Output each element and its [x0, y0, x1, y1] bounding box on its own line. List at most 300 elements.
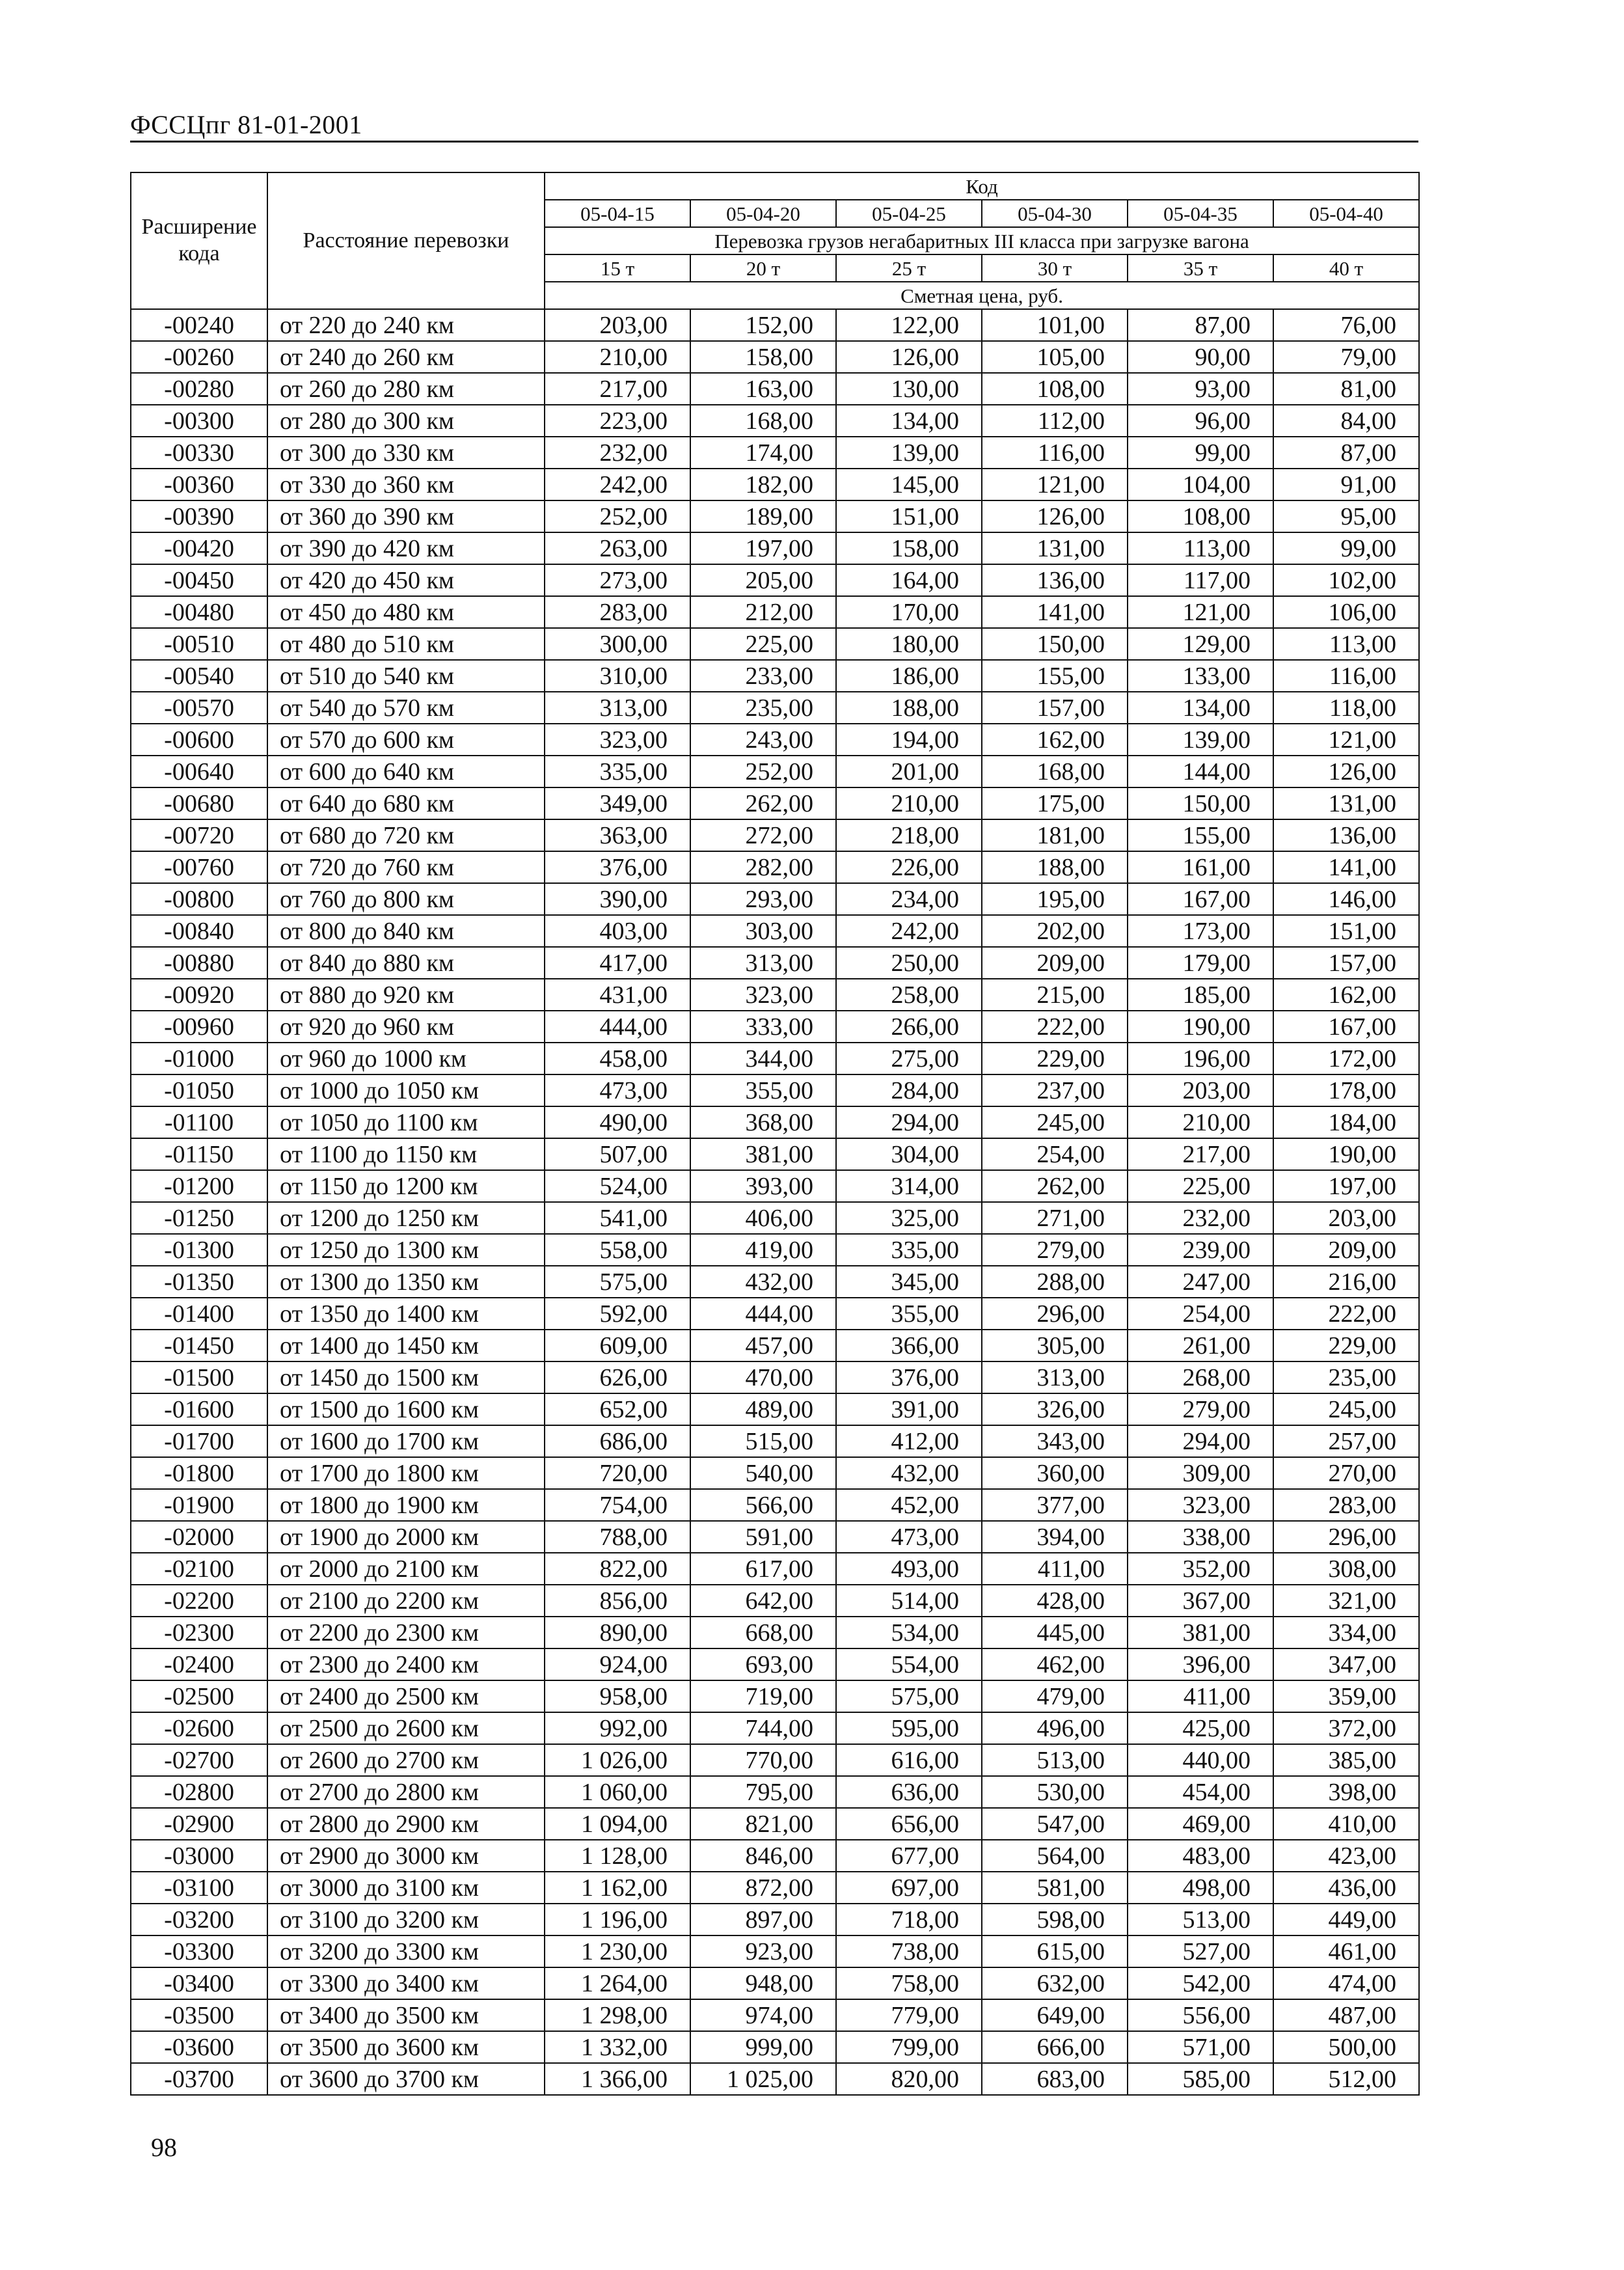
price-cell: 262,00	[982, 1170, 1128, 1202]
price-cell: 87,00	[1273, 437, 1419, 469]
table-row	[131, 1425, 1419, 1457]
price-cell: 271,00	[982, 1202, 1128, 1234]
price-cell: 313,00	[982, 1361, 1128, 1393]
distance-cell: от 1000 до 1050 км	[267, 1074, 545, 1106]
ext-code-cell: -02000	[131, 1521, 267, 1553]
table-row	[131, 1617, 1419, 1648]
price-cell: 99,00	[1273, 532, 1419, 564]
load-header: 40 т	[1273, 254, 1419, 282]
price-cell: 313,00	[545, 692, 690, 724]
ext-code-cell: -02400	[131, 1648, 267, 1680]
price-cell: 575,00	[836, 1680, 982, 1712]
table-row	[131, 1170, 1419, 1202]
price-cell: 368,00	[690, 1106, 836, 1138]
price-cell: 197,00	[1273, 1170, 1419, 1202]
price-cell: 779,00	[836, 1999, 982, 2031]
price-cell: 158,00	[690, 341, 836, 373]
price-cell: 718,00	[836, 1904, 982, 1935]
price-cell: 513,00	[1128, 1904, 1273, 1935]
price-cell: 172,00	[1273, 1043, 1419, 1074]
table-row	[131, 1744, 1419, 1776]
table-row	[131, 724, 1419, 756]
price-cell: 376,00	[836, 1361, 982, 1393]
price-cell: 385,00	[1273, 1744, 1419, 1776]
price-cell: 924,00	[545, 1648, 690, 1680]
price-cell: 343,00	[982, 1425, 1128, 1457]
price-cell: 263,00	[545, 532, 690, 564]
price-cell: 216,00	[1273, 1266, 1419, 1298]
code-header: 05-04-40	[1273, 200, 1419, 227]
price-cell: 202,00	[982, 915, 1128, 947]
price-cell: 363,00	[545, 819, 690, 851]
table-row	[131, 1648, 1419, 1680]
price-cell: 999,00	[690, 2031, 836, 2063]
price-cell: 237,00	[982, 1074, 1128, 1106]
price-cell: 254,00	[1128, 1298, 1273, 1330]
price-cell: 122,00	[836, 309, 982, 341]
code-group-header: Код	[545, 172, 1419, 200]
price-cell: 367,00	[1128, 1585, 1273, 1617]
price-cell: 233,00	[690, 660, 836, 692]
ext-code-cell: -02500	[131, 1680, 267, 1712]
price-cell: 431,00	[545, 979, 690, 1011]
distance-cell: от 2200 до 2300 км	[267, 1617, 545, 1648]
price-cell: 376,00	[545, 851, 690, 883]
price-cell: 101,00	[982, 309, 1128, 341]
price-cell: 1 094,00	[545, 1808, 690, 1840]
distance-cell: от 570 до 600 км	[267, 724, 545, 756]
table-body	[131, 309, 1419, 2095]
price-cell: 846,00	[690, 1840, 836, 1872]
price-cell: 222,00	[1273, 1298, 1419, 1330]
load-header: 20 т	[690, 254, 836, 282]
distance-cell: от 2500 до 2600 км	[267, 1712, 545, 1744]
price-cell: 164,00	[836, 564, 982, 596]
price-cell: 268,00	[1128, 1361, 1273, 1393]
price-cell: 591,00	[690, 1521, 836, 1553]
distance-cell: от 2100 до 2200 км	[267, 1585, 545, 1617]
distance-cell: от 510 до 540 км	[267, 660, 545, 692]
ext-code-cell: -01300	[131, 1234, 267, 1266]
price-cell: 372,00	[1273, 1712, 1419, 1744]
distance-cell: от 1200 до 1250 км	[267, 1202, 545, 1234]
price-cell: 131,00	[982, 532, 1128, 564]
ext-code-cell: -03500	[131, 1999, 267, 2031]
price-cell: 158,00	[836, 532, 982, 564]
price-cell: 1 298,00	[545, 1999, 690, 2031]
price-cell: 226,00	[836, 851, 982, 883]
price-cell: 425,00	[1128, 1712, 1273, 1744]
price-cell: 93,00	[1128, 373, 1273, 405]
price-cell: 234,00	[836, 883, 982, 915]
price-cell: 493,00	[836, 1553, 982, 1585]
price-cell: 394,00	[982, 1521, 1128, 1553]
table-row	[131, 1808, 1419, 1840]
price-cell: 344,00	[690, 1043, 836, 1074]
price-cell: 325,00	[836, 1202, 982, 1234]
price-cell: 585,00	[1128, 2063, 1273, 2095]
price-cell: 288,00	[982, 1266, 1128, 1298]
price-cell: 252,00	[545, 500, 690, 532]
price-cell: 534,00	[836, 1617, 982, 1648]
price-cell: 411,00	[982, 1553, 1128, 1585]
table-row	[131, 851, 1419, 883]
distance-cell: от 1450 до 1500 км	[267, 1361, 545, 1393]
table-row	[131, 437, 1419, 469]
distance-cell: от 1500 до 1600 км	[267, 1393, 545, 1425]
price-cell: 99,00	[1128, 437, 1273, 469]
table-row	[131, 596, 1419, 628]
price-cell: 223,00	[545, 405, 690, 437]
price-cell: 247,00	[1128, 1266, 1273, 1298]
price-cell: 444,00	[545, 1011, 690, 1043]
price-cell: 440,00	[1128, 1744, 1273, 1776]
ext-code-cell: -00450	[131, 564, 267, 596]
price-cell: 309,00	[1128, 1457, 1273, 1489]
price-cell: 323,00	[1128, 1489, 1273, 1521]
price-cell: 190,00	[1273, 1138, 1419, 1170]
price-cell: 250,00	[836, 947, 982, 979]
price-cell: 542,00	[1128, 1967, 1273, 1999]
ext-code-cell: -02300	[131, 1617, 267, 1648]
ext-code-cell: -02800	[131, 1776, 267, 1808]
price-cell: 642,00	[690, 1585, 836, 1617]
table-row	[131, 309, 1419, 341]
price-cell: 174,00	[690, 437, 836, 469]
price-cell: 649,00	[982, 1999, 1128, 2031]
table-row	[131, 1967, 1419, 1999]
price-cell: 948,00	[690, 1967, 836, 1999]
price-cell: 210,00	[545, 341, 690, 373]
price-cell: 445,00	[982, 1617, 1128, 1648]
distance-cell: от 3100 до 3200 км	[267, 1904, 545, 1935]
ext-code-header: Расширение кода	[131, 172, 267, 309]
page-number: 98	[151, 2133, 177, 2162]
price-cell: 239,00	[1128, 1234, 1273, 1266]
price-cell: 758,00	[836, 1967, 982, 1999]
price-cell: 252,00	[690, 756, 836, 787]
price-cell: 652,00	[545, 1393, 690, 1425]
price-cell: 556,00	[1128, 1999, 1273, 2031]
price-cell: 104,00	[1128, 469, 1273, 500]
distance-cell: от 2400 до 2500 км	[267, 1680, 545, 1712]
price-cell: 872,00	[690, 1872, 836, 1904]
price-cell: 136,00	[982, 564, 1128, 596]
price-cell: 184,00	[1273, 1106, 1419, 1138]
price-cell: 541,00	[545, 1202, 690, 1234]
ext-code-cell: -01450	[131, 1330, 267, 1361]
price-cell: 527,00	[1128, 1935, 1273, 1967]
price-cell: 84,00	[1273, 405, 1419, 437]
ext-code-cell: -00640	[131, 756, 267, 787]
distance-cell: от 2800 до 2900 км	[267, 1808, 545, 1840]
price-cell: 139,00	[836, 437, 982, 469]
price-cell: 507,00	[545, 1138, 690, 1170]
price-cell: 581,00	[982, 1872, 1128, 1904]
description-header: Перевозка грузов негабаритных III класса при загрузке вагона	[545, 227, 1419, 254]
table-row	[131, 1680, 1419, 1712]
price-cell: 170,00	[836, 596, 982, 628]
table-row	[131, 1202, 1419, 1234]
price-cell: 232,00	[545, 437, 690, 469]
ext-code-cell: -03000	[131, 1840, 267, 1872]
price-cell: 217,00	[545, 373, 690, 405]
distance-cell: от 760 до 800 км	[267, 883, 545, 915]
price-cell: 121,00	[1128, 596, 1273, 628]
price-cell: 175,00	[982, 787, 1128, 819]
ext-code-cell: -01100	[131, 1106, 267, 1138]
price-cell: 284,00	[836, 1074, 982, 1106]
price-cell: 106,00	[1273, 596, 1419, 628]
price-cell: 668,00	[690, 1617, 836, 1648]
price-cell: 411,00	[1128, 1680, 1273, 1712]
price-cell: 547,00	[982, 1808, 1128, 1840]
distance-cell: от 2600 до 2700 км	[267, 1744, 545, 1776]
table-row	[131, 469, 1419, 500]
price-cell: 303,00	[690, 915, 836, 947]
table-row	[131, 1011, 1419, 1043]
price-cell: 469,00	[1128, 1808, 1273, 1840]
price-cell: 182,00	[690, 469, 836, 500]
distance-cell: от 680 до 720 км	[267, 819, 545, 851]
price-cell: 958,00	[545, 1680, 690, 1712]
ext-code-cell: -00510	[131, 628, 267, 660]
ext-code-cell: -03600	[131, 2031, 267, 2063]
price-cell: 229,00	[1273, 1330, 1419, 1361]
price-cell: 179,00	[1128, 947, 1273, 979]
ext-code-cell: -00540	[131, 660, 267, 692]
ext-code-cell: -01600	[131, 1393, 267, 1425]
price-cell: 190,00	[1128, 1011, 1273, 1043]
price-cell: 300,00	[545, 628, 690, 660]
price-cell: 121,00	[1273, 724, 1419, 756]
price-cell: 232,00	[1128, 1202, 1273, 1234]
price-cell: 151,00	[1273, 915, 1419, 947]
price-cell: 683,00	[982, 2063, 1128, 2095]
table-row	[131, 1872, 1419, 1904]
price-cell: 897,00	[690, 1904, 836, 1935]
price-cell: 188,00	[836, 692, 982, 724]
price-cell: 458,00	[545, 1043, 690, 1074]
ext-code-cell: -00260	[131, 341, 267, 373]
price-cell: 245,00	[982, 1106, 1128, 1138]
price-cell: 262,00	[690, 787, 836, 819]
table-row	[131, 373, 1419, 405]
price-cell: 335,00	[545, 756, 690, 787]
distance-cell: от 280 до 300 км	[267, 405, 545, 437]
price-cell: 554,00	[836, 1648, 982, 1680]
price-cell: 609,00	[545, 1330, 690, 1361]
price-cell: 152,00	[690, 309, 836, 341]
price-cell: 626,00	[545, 1361, 690, 1393]
price-cell: 157,00	[982, 692, 1128, 724]
distance-cell: от 1700 до 1800 км	[267, 1457, 545, 1489]
price-cell: 1 162,00	[545, 1872, 690, 1904]
price-cell: 693,00	[690, 1648, 836, 1680]
price-cell: 118,00	[1273, 692, 1419, 724]
price-cell: 168,00	[690, 405, 836, 437]
price-cell: 157,00	[1273, 947, 1419, 979]
table-row	[131, 1904, 1419, 1935]
distance-cell: от 2300 до 2400 км	[267, 1648, 545, 1680]
price-cell: 133,00	[1128, 660, 1273, 692]
distance-cell: от 2000 до 2100 км	[267, 1553, 545, 1585]
price-cell: 273,00	[545, 564, 690, 596]
price-cell: 323,00	[690, 979, 836, 1011]
price-cell: 95,00	[1273, 500, 1419, 532]
table-row	[131, 341, 1419, 373]
price-cell: 1 026,00	[545, 1744, 690, 1776]
ext-code-cell: -01500	[131, 1361, 267, 1393]
price-cell: 162,00	[982, 724, 1128, 756]
distance-cell: от 420 до 450 км	[267, 564, 545, 596]
distance-cell: от 330 до 360 км	[267, 469, 545, 500]
ext-code-cell: -01200	[131, 1170, 267, 1202]
table-row	[131, 819, 1419, 851]
price-cell: 483,00	[1128, 1840, 1273, 1872]
ext-code-cell: -00480	[131, 596, 267, 628]
price-cell: 474,00	[1273, 1967, 1419, 1999]
price-cell: 1 025,00	[690, 2063, 836, 2095]
distance-cell: от 720 до 760 км	[267, 851, 545, 883]
price-cell: 444,00	[690, 1298, 836, 1330]
ext-code-cell: -00800	[131, 883, 267, 915]
price-cell: 558,00	[545, 1234, 690, 1266]
price-cell: 225,00	[690, 628, 836, 660]
price-cell: 666,00	[982, 2031, 1128, 2063]
price-cell: 105,00	[982, 341, 1128, 373]
price-cell: 235,00	[690, 692, 836, 724]
price-cell: 677,00	[836, 1840, 982, 1872]
price-cell: 417,00	[545, 947, 690, 979]
price-cell: 305,00	[982, 1330, 1128, 1361]
price-cell: 203,00	[545, 309, 690, 341]
price-cell: 136,00	[1273, 819, 1419, 851]
price-cell: 821,00	[690, 1808, 836, 1840]
price-cell: 266,00	[836, 1011, 982, 1043]
price-cell: 490,00	[545, 1106, 690, 1138]
table-row	[131, 883, 1419, 915]
price-cell: 788,00	[545, 1521, 690, 1553]
table-row	[131, 532, 1419, 564]
price-cell: 117,00	[1128, 564, 1273, 596]
price-cell: 294,00	[836, 1106, 982, 1138]
table-header	[131, 172, 1419, 309]
price-cell: 210,00	[1128, 1106, 1273, 1138]
price-cell: 141,00	[982, 596, 1128, 628]
ext-code-cell: -01250	[131, 1202, 267, 1234]
price-cell: 355,00	[690, 1074, 836, 1106]
price-cell: 335,00	[836, 1234, 982, 1266]
price-cell: 203,00	[1273, 1202, 1419, 1234]
price-cell: 155,00	[1128, 819, 1273, 851]
distance-cell: от 3500 до 3600 км	[267, 2031, 545, 2063]
price-cell: 656,00	[836, 1808, 982, 1840]
ext-code-cell: -01150	[131, 1138, 267, 1170]
table-row	[131, 1234, 1419, 1266]
price-cell: 419,00	[690, 1234, 836, 1266]
price-cell: 113,00	[1128, 532, 1273, 564]
distance-cell: от 2900 до 3000 км	[267, 1840, 545, 1872]
price-cell: 632,00	[982, 1967, 1128, 1999]
table-row	[131, 1457, 1419, 1489]
price-cell: 296,00	[982, 1298, 1128, 1330]
distance-cell: от 1900 до 2000 км	[267, 1521, 545, 1553]
price-cell: 203,00	[1128, 1074, 1273, 1106]
price-cell: 820,00	[836, 2063, 982, 2095]
price-cell: 393,00	[690, 1170, 836, 1202]
distance-cell: от 1350 до 1400 км	[267, 1298, 545, 1330]
load-header: 30 т	[982, 254, 1128, 282]
ext-code-cell: -02200	[131, 1585, 267, 1617]
price-cell: 470,00	[690, 1361, 836, 1393]
price-cell: 822,00	[545, 1553, 690, 1585]
distance-cell: от 3600 до 3700 км	[267, 2063, 545, 2095]
price-cell: 754,00	[545, 1489, 690, 1521]
table-row	[131, 1266, 1419, 1298]
price-cell: 428,00	[982, 1585, 1128, 1617]
price-table	[130, 172, 1420, 2096]
distance-cell: от 260 до 280 км	[267, 373, 545, 405]
price-cell: 141,00	[1273, 851, 1419, 883]
header-rule	[130, 141, 1418, 143]
price-cell: 719,00	[690, 1680, 836, 1712]
price-cell: 197,00	[690, 532, 836, 564]
distance-cell: от 1100 до 1150 км	[267, 1138, 545, 1170]
price-cell: 615,00	[982, 1935, 1128, 1967]
ext-code-cell: -00680	[131, 787, 267, 819]
load-header: 25 т	[836, 254, 982, 282]
distance-cell: от 1400 до 1450 км	[267, 1330, 545, 1361]
price-cell: 293,00	[690, 883, 836, 915]
price-cell: 595,00	[836, 1712, 982, 1744]
price-cell: 617,00	[690, 1553, 836, 1585]
price-cell: 146,00	[1273, 883, 1419, 915]
price-cell: 173,00	[1128, 915, 1273, 947]
distance-cell: от 3200 до 3300 км	[267, 1935, 545, 1967]
price-cell: 108,00	[982, 373, 1128, 405]
price-cell: 396,00	[1128, 1648, 1273, 1680]
price-cell: 461,00	[1273, 1935, 1419, 1967]
page-header-title: ФССЦпг 81-01-2001	[130, 110, 362, 139]
price-cell: 116,00	[1273, 660, 1419, 692]
distance-cell: от 480 до 510 км	[267, 628, 545, 660]
price-cell: 294,00	[1128, 1425, 1273, 1457]
table-row	[131, 1393, 1419, 1425]
ext-code-cell: -03300	[131, 1935, 267, 1967]
price-cell: 201,00	[836, 756, 982, 787]
price-cell: 406,00	[690, 1202, 836, 1234]
price-cell: 334,00	[1273, 1617, 1419, 1648]
price-cell: 452,00	[836, 1489, 982, 1521]
price-cell: 436,00	[1273, 1872, 1419, 1904]
price-cell: 168,00	[982, 756, 1128, 787]
ext-code-cell: -01700	[131, 1425, 267, 1457]
price-cell: 575,00	[545, 1266, 690, 1298]
distance-cell: от 2700 до 2800 км	[267, 1776, 545, 1808]
price-cell: 974,00	[690, 1999, 836, 2031]
price-cell: 770,00	[690, 1744, 836, 1776]
price-cell: 272,00	[690, 819, 836, 851]
price-cell: 1 060,00	[545, 1776, 690, 1808]
ext-code-cell: -02600	[131, 1712, 267, 1744]
price-cell: 512,00	[1273, 2063, 1419, 2095]
distance-cell: от 3400 до 3500 км	[267, 1999, 545, 2031]
table-row	[131, 660, 1419, 692]
distance-cell: от 540 до 570 км	[267, 692, 545, 724]
price-cell: 87,00	[1128, 309, 1273, 341]
price-cell: 79,00	[1273, 341, 1419, 373]
